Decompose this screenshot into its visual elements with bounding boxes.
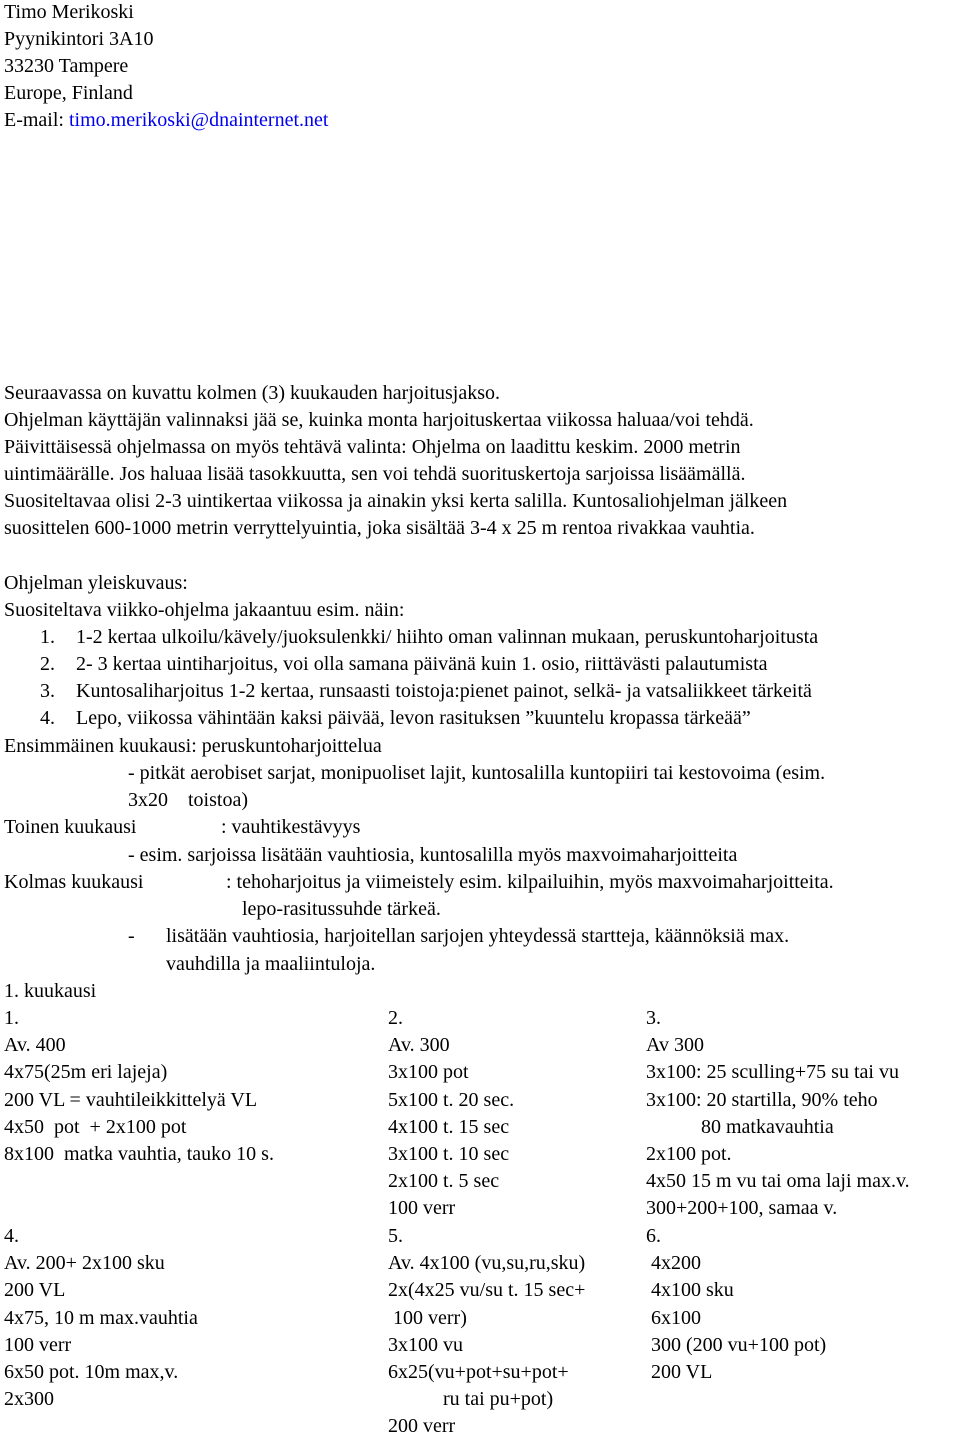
address-city: 33230 Tampere [4,55,129,77]
workouts-title: 1. kuukausi [4,980,97,1002]
session-line: 300+200+100, samaa v. [646,1197,838,1219]
month3-dash: - [128,925,135,947]
overview-item-number: 2. [40,653,55,675]
session-line: 6x100 [646,1307,701,1329]
month3-detail: lepo-rasitussuhde tärkeä. [242,898,441,920]
overview-item-text: 2- 3 kertaa uintiharjoitus, voi olla samana päivänä kuin 1. osio, riittävästi palautumista [76,653,768,675]
session-line: 200 VL = vauhtileikkittelyä VL [4,1089,258,1111]
month2-label: Toinen kuukausi [4,816,137,838]
overview-item-number: 3. [40,680,55,702]
month2-detail: - esim. sarjoissa lisätään vauhtiosia, kuntosalilla myös maxvoimaharjoitteita [128,844,738,866]
session-number: 4. [4,1225,19,1247]
session-line: 2x300 [4,1388,54,1410]
session-line: Av. 300 [388,1034,450,1056]
overview-item-number: 1. [40,626,55,648]
session-line: 4x100 sku [646,1279,734,1301]
session-line: 80 matkavauhtia [646,1116,834,1138]
month1-detail: - pitkät aerobiset sarjat, monipuoliset lajit, kuntosalilla kuntopiiri tai kestovoima (esim. [128,762,826,784]
intro-line: uintimäärälle. Jos haluaa lisää tasokkuutta, sen voi tehdä suorituskertoja sarjoissa lisäämällä. [4,463,746,485]
session-number: 3. [646,1007,661,1029]
email-link[interactable]: timo.merikoski@dnainternet.net [68,109,329,131]
month1-title: Ensimmäinen kuukausi: peruskuntoharjoittelua [4,735,382,757]
session-line: 4x75, 10 m max.vauhtia [4,1307,198,1329]
overview-heading: Ohjelman yleiskuvaus: [4,572,188,594]
session-line: 2x100 t. 5 sec [388,1170,500,1192]
session-line: 3x100 pot [388,1061,469,1083]
session-line: 200 VL [646,1361,713,1383]
month3-value: : tehoharjoitus ja viimeistely esim. kilpailuihin, myös maxvoimaharjoitteita. [226,871,834,893]
session-number: 6. [646,1225,661,1247]
session-line: 4x200 [646,1252,701,1274]
session-number: 1. [4,1007,19,1029]
overview-item-text: Lepo, viikossa vähintään kaksi päivää, levon rasituksen ”kuuntelu kropassa tärkeää” [76,707,751,729]
intro-line: Suositeltavaa olisi 2-3 uintikertaa viikossa ja ainakin yksi kerta salilla. Kuntosaliohjelman jälkeen [4,490,788,512]
overview-item-number: 4. [40,707,55,729]
session-line: 6x25(vu+pot+su+pot+ [388,1361,569,1383]
month1-detail: 3x20 toistoa) [128,789,248,811]
session-line: 100 verr [388,1197,456,1219]
session-line: 2x(4x25 vu/su t. 15 sec+ [388,1279,586,1301]
overview-subheading: Suositeltava viikko-ohjelma jakaantuu esim. näin: [4,599,405,621]
session-line: Av 300 [646,1034,704,1056]
month3-detail: lisätään vauhtiosia, harjoitellan sarjojen yhteydessä startteja, käännöksiä max. [166,925,790,947]
intro-line: Ohjelman käyttäjän valinnaksi jää se, kuinka monta harjoituskertaa viikossa haluaa/voi tehdä. [4,409,754,431]
session-line: 3x100 vu [388,1334,463,1356]
session-line: 300 (200 vu+100 pot) [646,1334,827,1356]
session-line: 8x100 matka vauhtia, tauko 10 s. [4,1143,274,1165]
overview-item-text: 1-2 kertaa ulkoilu/kävely/juoksulenkki/ hiihto oman valinnan mukaan, peruskuntoharjoitusta [76,626,819,648]
session-line: Av. 200+ 2x100 sku [4,1252,165,1274]
address-country: Europe, Finland [4,82,133,104]
session-line: 100 verr) [388,1307,467,1329]
overview-item-text: Kuntosaliharjoitus 1-2 kertaa, runsaasti toistoja:pienet painot, selkä- ja vatsaliikkeet tärkeitä [76,680,812,702]
session-line: 100 verr [4,1334,72,1356]
email-label: E-mail: [4,109,69,131]
intro-line: Päivittäisessä ohjelmassa on myös tehtävä valinta: Ohjelma on laadittu keskim. 2000 metrin [4,436,741,458]
session-line: Av. 4x100 (vu,su,ru,sku) [388,1252,586,1274]
session-line: 4x50 pot + 2x100 pot [4,1116,187,1138]
intro-line: Seuraavassa on kuvattu kolmen (3) kuukauden harjoitusjakso. [4,382,500,404]
author-name: Timo Merikoski [4,1,134,23]
session-number: 2. [388,1007,403,1029]
session-line: 3x100: 20 startilla, 90% teho [646,1089,878,1111]
session-line: 4x100 t. 15 sec [388,1116,510,1138]
session-line: 5x100 t. 20 sec. [388,1089,515,1111]
session-line: 4x50 15 m vu tai oma laji max.v. [646,1170,910,1192]
session-line: ru tai pu+pot) [388,1388,554,1410]
session-line: 2x100 pot. [646,1143,732,1165]
session-number: 5. [388,1225,403,1247]
month3-label: Kolmas kuukausi [4,871,144,893]
intro-line: suosittelen 600-1000 metrin verryttelyuintia, joka sisältää 3-4 x 25 m rentoa rivakkaa vauhtia. [4,517,755,539]
session-line: 200 VL [4,1279,66,1301]
session-line: 200 verr [388,1415,456,1437]
session-line: 3x100: 25 sculling+75 su tai vu [646,1061,899,1083]
session-line: 4x75(25m eri lajeja) [4,1061,168,1083]
month3-detail: vauhdilla ja maaliintuloja. [166,953,376,975]
session-line: 6x50 pot. 10m max,v. [4,1361,179,1383]
month2-value: : vauhtikestävyys [221,816,361,838]
address-street: Pyynikintori 3A10 [4,28,154,50]
session-line: 3x100 t. 10 sec [388,1143,510,1165]
email-line [4,108,328,132]
session-line: Av. 400 [4,1034,66,1056]
